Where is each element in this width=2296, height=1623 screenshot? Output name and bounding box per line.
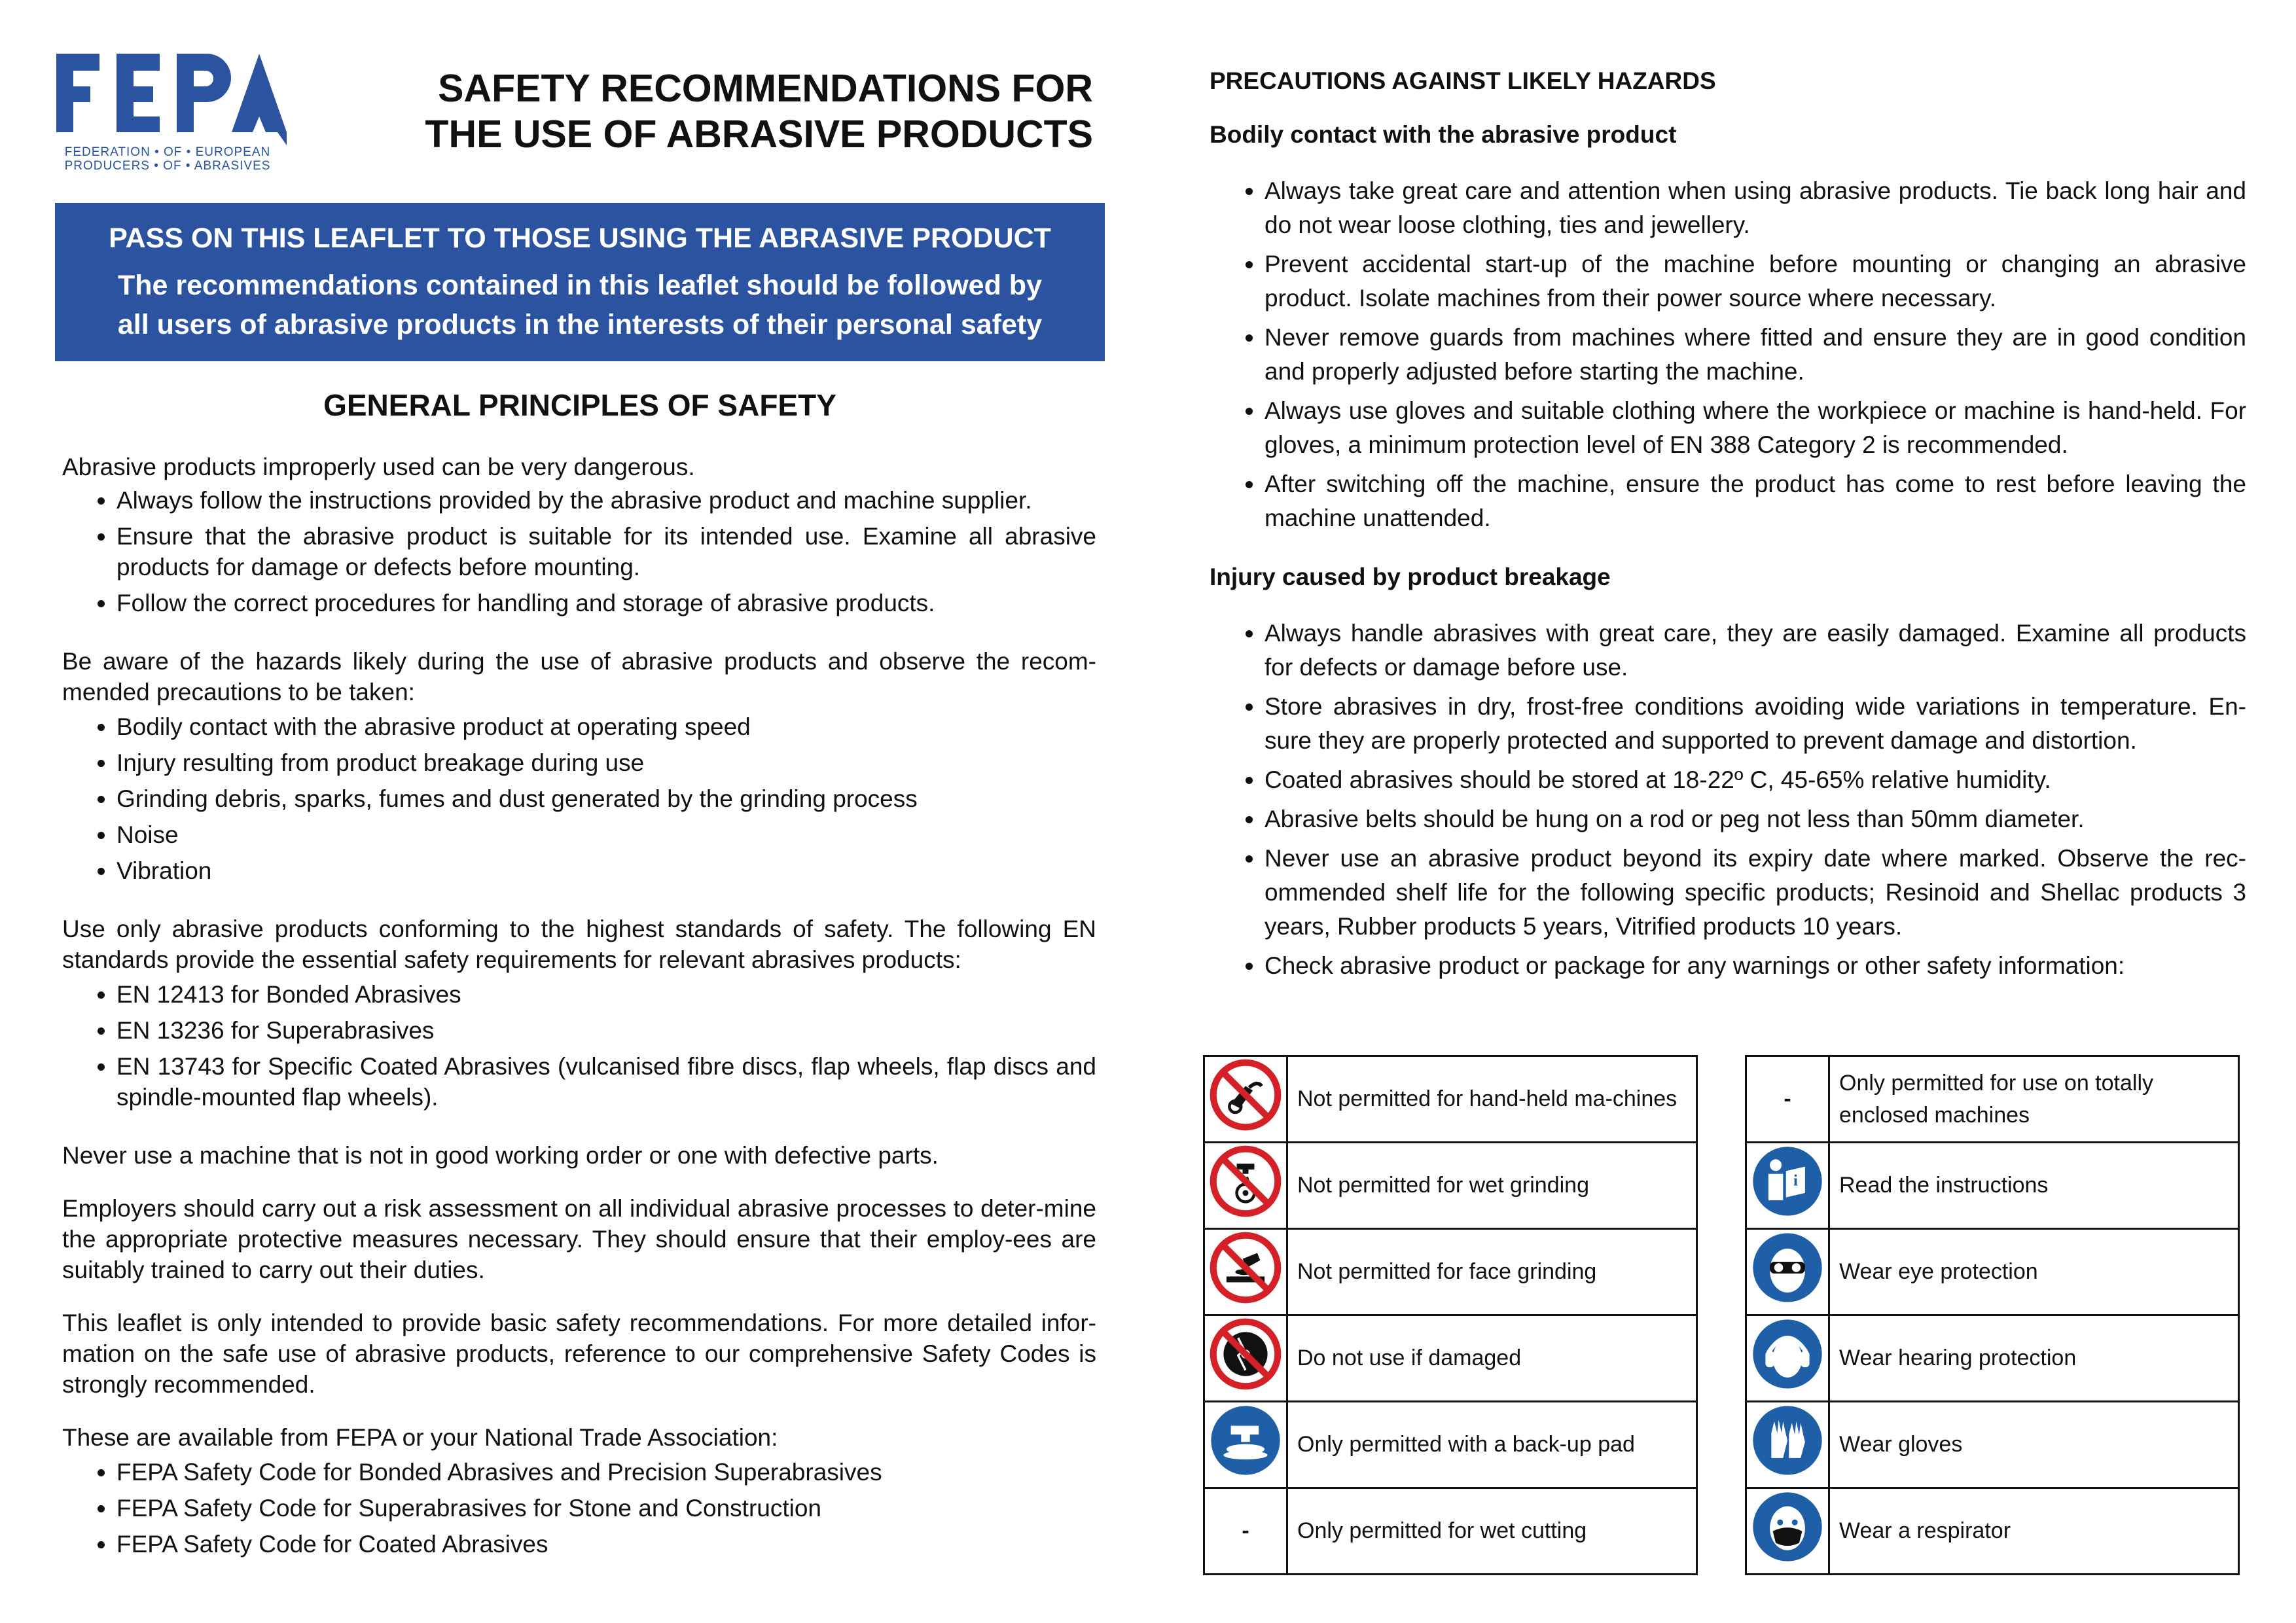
list-item: • EN 13236 for Superabrasives <box>117 1015 1096 1046</box>
list-item: • Injury resulting from product breakage during use <box>117 747 1096 778</box>
no-hand-held-icon <box>1204 1056 1287 1143</box>
precautions-heading: PRECAUTIONS AGAINST LIKELY HAZARDS <box>1210 67 1716 94</box>
table-row <box>1204 1402 1697 1488</box>
list-item: • Never use an abrasive product beyond its expiry date where marked. Observe the rec-ommended shelf life for the following specific products; Resinoid and Shellac products 3 years, Rubber products 5 years, Vitrified products 10 years. <box>1265 842 2246 944</box>
title-line1: SAFETY RECOMMENDATIONS FOR <box>438 67 1093 110</box>
table-row <box>1204 1143 1697 1229</box>
symbol-label: Only permitted for wet cutting <box>1287 1488 1697 1575</box>
fepa-logo <box>56 54 292 178</box>
prohibition-symbols-table <box>1203 1055 1698 1575</box>
table-row <box>1746 1315 2239 1402</box>
back-up-pad-icon <box>1204 1402 1287 1488</box>
hearing-protection-icon <box>1746 1315 1829 1402</box>
list-item: • Always handle abrasives with great care, they are easily damaged. Examine all products for defects or damage before use. <box>1265 616 2246 685</box>
eye-protection-icon <box>1746 1229 1829 1315</box>
read-instructions-icon <box>1746 1143 1829 1229</box>
bodily-contact-heading: Bodily contact with the abrasive product <box>1210 121 1677 148</box>
list-item: • Grinding debris, sparks, fumes and dust generated by the grinding process <box>117 783 1096 814</box>
hazards-list <box>62 711 1096 886</box>
table-row <box>1746 1056 2239 1143</box>
list-item: • Never remove guards from machines where fitted and ensure they are in good condition and properly adjusted before starting the machine. <box>1265 321 2246 389</box>
table-row <box>1746 1229 2239 1315</box>
svg-text:i: i <box>1793 1171 1798 1190</box>
respirator-icon <box>1746 1488 1829 1575</box>
symbol-label: Not permitted for face grinding <box>1287 1229 1697 1315</box>
general-p4: Never use a machine that is not in good working order or one with defective parts. <box>62 1142 939 1169</box>
symbol-label: Wear hearing protection <box>1829 1315 2239 1402</box>
list-item: • Abrasive belts should be hung on a rod or peg not less than 50mm diameter. <box>1265 802 2246 836</box>
symbol-label: Do not use if damaged <box>1287 1315 1697 1402</box>
banner-line2: The recommendations contained in this leaflet should be followed by all users of abrasive products in the interests of their personal safety <box>117 270 1043 340</box>
symbol-label: Wear gloves <box>1829 1402 2239 1488</box>
standards-list <box>62 979 1096 1113</box>
gloves-icon <box>1746 1402 1829 1488</box>
no-wet-grinding-icon <box>1204 1143 1287 1229</box>
pass-on-banner <box>55 203 1105 361</box>
fepa-logo-mark <box>56 54 292 145</box>
list-item: • Prevent accidental start-up of the machine before mounting or changing an abrasive product. Isolate machines from their power source where necessary. <box>1265 247 2246 315</box>
list-item: • FEPA Safety Code for Coated Abrasives <box>117 1529 1096 1560</box>
general-p3: Use only abrasive products conforming to the highest standards of safety. The following EN standards provide the essential safety requirements for relevant abrasives products: <box>62 916 1096 973</box>
symbol-label: Not permitted for wet grinding <box>1287 1143 1697 1229</box>
list-item: • EN 13743 for Specific Coated Abrasives (vulcanised fibre discs, flap wheels, flap discs and spindle-mounted flap wheels). <box>117 1051 1096 1113</box>
list-item: • Ensure that the abrasive product is suitable for its intended use. Examine all abrasive products for damage or defects before mounting. <box>117 521 1096 582</box>
symbol-label: Wear eye protection <box>1829 1229 2239 1315</box>
list-item: • FEPA Safety Code for Bonded Abrasives and Precision Superabrasives <box>117 1457 1096 1488</box>
precautions-section <box>1210 64 2246 988</box>
general-list1 <box>62 485 1096 618</box>
symbol-label: Only permitted for use on totally enclosed machines <box>1829 1056 2239 1143</box>
list-item: • Coated abrasives should be stored at 18-22º C, 45-65% relative humidity. <box>1265 763 2246 797</box>
list-item: • Check abrasive product or package for any warnings or other safety information: <box>1265 949 2246 983</box>
general-p1: Abrasive products improperly used can be very dangerous. <box>62 454 695 480</box>
do-not-use-if-damaged-icon <box>1204 1315 1287 1402</box>
table-row <box>1204 1229 1697 1315</box>
list-item: • Always follow the instructions provided by the abrasive product and machine supplier. <box>117 485 1096 516</box>
page-title <box>373 65 1093 157</box>
symbol-label: Only permitted with a back-up pad <box>1287 1402 1697 1488</box>
list-item: • Bodily contact with the abrasive product at operating speed <box>117 711 1096 742</box>
table-row <box>1204 1056 1697 1143</box>
table-row <box>1204 1488 1697 1575</box>
general-principles-heading: GENERAL PRINCIPLES OF SAFETY <box>323 388 836 422</box>
list-item: • Vibration <box>117 855 1096 886</box>
general-p7: These are available from FEPA or your National Trade Association: <box>62 1424 778 1451</box>
table-row <box>1746 1488 2239 1575</box>
safety-codes-list <box>62 1457 1096 1560</box>
list-item: • Always take great care and attention when using abrasive products. Tie back long hair and do not wear loose clothing, ties and jewellery. <box>1265 174 2246 242</box>
general-p2: Be aware of the hazards likely during the use of abrasive products and observe the recom-mended precautions to be taken: <box>62 648 1096 705</box>
list-item: • Follow the correct procedures for handling and storage of abrasive products. <box>117 588 1096 618</box>
list-item: • Store abrasives in dry, frost-free conditions avoiding wide variations in temperature. En-sure they are properly protected and supported to prevent damage and distortion. <box>1265 690 2246 758</box>
logo-line2: PRODUCERS • OF • ABRASIVES <box>64 159 271 173</box>
no-face-grinding-icon <box>1204 1229 1287 1315</box>
table-row <box>1746 1143 2239 1229</box>
mandatory-symbols-table <box>1745 1055 2240 1575</box>
breakage-heading: Injury caused by product breakage <box>1210 563 1611 590</box>
title-line2: THE USE OF ABRASIVE PRODUCTS <box>425 113 1093 156</box>
dash-placeholder-icon: - <box>1746 1056 1829 1143</box>
symbol-label: Wear a respirator <box>1829 1488 2239 1575</box>
general-principles-section <box>62 452 1096 1565</box>
symbol-label: Not permitted for hand-held ma-chines <box>1287 1056 1697 1143</box>
logo-line1: FEDERATION • OF • EUROPEAN <box>64 145 271 159</box>
general-p5: Employers should carry out a risk assessment on all individual abrasive processes to deter-mine the appropriate protective measures necessary. They should ensure that their employ-ees are suitably trained to carry out their duties. <box>62 1195 1096 1283</box>
symbol-label: Read the instructions <box>1829 1143 2239 1229</box>
table-row <box>1204 1315 1697 1402</box>
table-row <box>1746 1402 2239 1488</box>
breakage-list <box>1210 616 2246 983</box>
bodily-contact-list <box>1210 174 2246 535</box>
banner-line1: PASS ON THIS LEAFLET TO THOSE USING THE ABRASIVE PRODUCT <box>109 223 1051 254</box>
general-p6: This leaflet is only intended to provide basic safety recommendations. For more detailed infor-mation on the safe use of abrasive products, reference to our comprehensive Safety Codes is strongly recommended. <box>62 1310 1096 1398</box>
dash-placeholder-icon: - <box>1204 1488 1287 1575</box>
list-item: • Noise <box>117 819 1096 850</box>
list-item: • Always use gloves and suitable clothing where the workpiece or machine is hand-held. For gloves, a minimum protection level of EN 388 Category 2 is recommended. <box>1265 394 2246 462</box>
list-item: • FEPA Safety Code for Superabrasives for Stone and Construction <box>117 1493 1096 1524</box>
list-item: • EN 12413 for Bonded Abrasives <box>117 979 1096 1010</box>
list-item: • After switching off the machine, ensure the product has come to rest before leaving the machine unattended. <box>1265 467 2246 535</box>
